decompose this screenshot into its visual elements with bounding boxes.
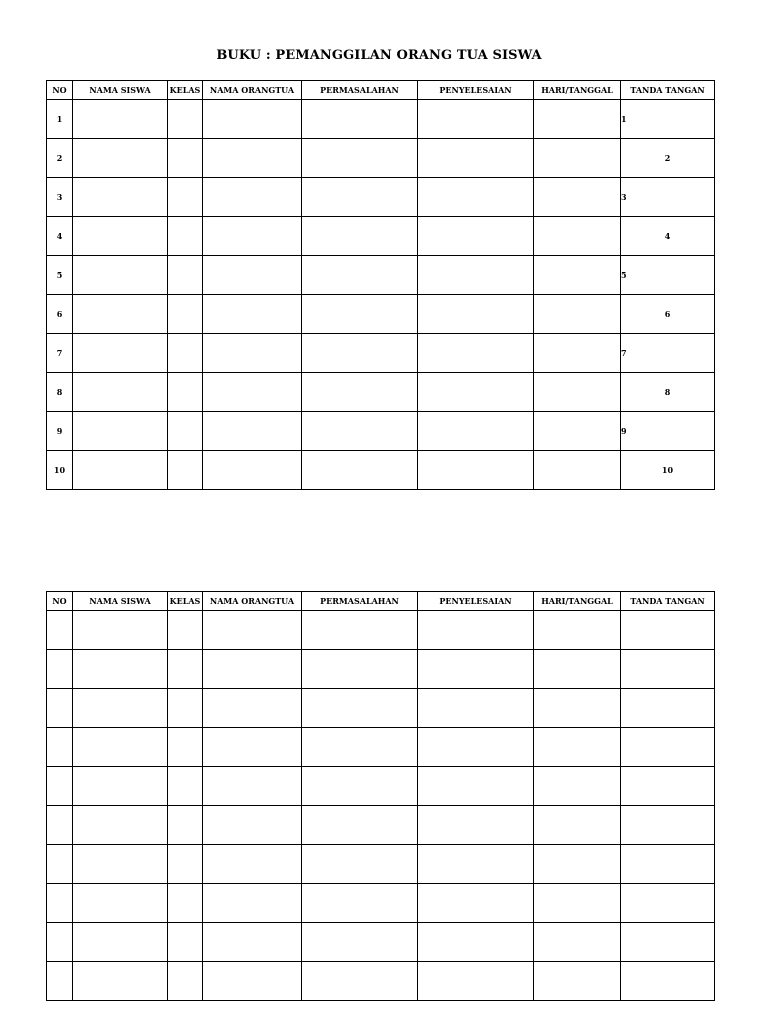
class-cell[interactable]	[168, 100, 203, 139]
table-row	[47, 650, 715, 689]
signature-cell[interactable]: 8	[621, 373, 715, 412]
signature-cell[interactable]: 4	[621, 217, 715, 256]
student-name-cell[interactable]	[73, 295, 168, 334]
resolution-cell[interactable]	[418, 139, 534, 178]
student-name-cell[interactable]	[73, 334, 168, 373]
class-cell[interactable]	[168, 412, 203, 451]
parent-name-cell[interactable]	[203, 334, 302, 373]
table-row	[47, 689, 715, 728]
student-name-cell[interactable]	[73, 884, 168, 923]
signature-cell[interactable]	[621, 962, 715, 1001]
row-number-cell: 2	[47, 139, 73, 178]
resolution-cell[interactable]	[418, 412, 534, 451]
table-row	[47, 923, 715, 962]
problem-cell[interactable]	[302, 884, 418, 923]
resolution-cell[interactable]	[418, 295, 534, 334]
row-number-cell	[47, 884, 73, 923]
student-name-cell[interactable]	[73, 962, 168, 1001]
resolution-cell[interactable]	[418, 178, 534, 217]
date-cell[interactable]	[534, 256, 621, 295]
resolution-cell[interactable]	[418, 689, 534, 728]
student-name-cell[interactable]	[73, 845, 168, 884]
header-parent-name: NAMA ORANGTUA	[203, 592, 302, 611]
parent-name-cell[interactable]	[203, 373, 302, 412]
header-resolution: PENYELESAIAN	[418, 81, 534, 100]
row-number-cell	[47, 962, 73, 1001]
signature-cell[interactable]: 2	[621, 139, 715, 178]
resolution-cell[interactable]	[418, 767, 534, 806]
resolution-cell[interactable]	[418, 845, 534, 884]
table-row	[47, 845, 715, 884]
row-number-cell	[47, 611, 73, 650]
resolution-cell[interactable]	[418, 256, 534, 295]
problem-cell[interactable]	[302, 728, 418, 767]
table-row	[47, 728, 715, 767]
problem-cell[interactable]	[302, 139, 418, 178]
parent-name-cell[interactable]	[203, 962, 302, 1001]
date-cell[interactable]	[534, 611, 621, 650]
student-name-cell[interactable]	[73, 611, 168, 650]
table-row	[47, 412, 715, 451]
table-row	[47, 962, 715, 1001]
class-cell[interactable]	[168, 139, 203, 178]
header-student-name: NAMA SISWA	[73, 592, 168, 611]
header-date: HARI/TANGGAL	[534, 81, 621, 100]
class-cell[interactable]	[168, 806, 203, 845]
row-number-cell: 8	[47, 373, 73, 412]
student-name-cell[interactable]	[73, 100, 168, 139]
student-name-cell[interactable]	[73, 256, 168, 295]
problem-cell[interactable]	[302, 217, 418, 256]
row-number-cell	[47, 650, 73, 689]
resolution-cell[interactable]	[418, 728, 534, 767]
signature-cell[interactable]	[621, 767, 715, 806]
parent-name-cell[interactable]	[203, 806, 302, 845]
student-name-cell[interactable]	[73, 373, 168, 412]
row-number-cell	[47, 689, 73, 728]
problem-cell[interactable]	[302, 923, 418, 962]
class-cell[interactable]	[168, 295, 203, 334]
class-cell[interactable]	[168, 962, 203, 1001]
problem-cell[interactable]	[302, 611, 418, 650]
parent-name-cell[interactable]	[203, 728, 302, 767]
header-signature: TANDA TANGAN	[621, 81, 715, 100]
date-cell[interactable]	[534, 178, 621, 217]
table-row	[47, 806, 715, 845]
class-cell[interactable]	[168, 689, 203, 728]
resolution-cell[interactable]	[418, 334, 534, 373]
student-name-cell[interactable]	[73, 728, 168, 767]
parent-call-table-2	[46, 591, 715, 1001]
problem-cell[interactable]	[302, 806, 418, 845]
signature-cell[interactable]	[621, 845, 715, 884]
row-number-cell: 10	[47, 451, 73, 490]
row-number-cell: 3	[47, 178, 73, 217]
row-number-cell: 1	[47, 100, 73, 139]
class-cell[interactable]	[168, 373, 203, 412]
resolution-cell[interactable]	[418, 806, 534, 845]
table-row	[47, 295, 715, 334]
row-number-cell: 4	[47, 217, 73, 256]
parent-name-cell[interactable]	[203, 100, 302, 139]
class-cell[interactable]	[168, 650, 203, 689]
student-name-cell[interactable]	[73, 806, 168, 845]
row-number-cell	[47, 728, 73, 767]
document-title: BUKU : PEMANGGILAN ORANG TUA SISWA	[216, 48, 542, 63]
table-row	[47, 767, 715, 806]
table-row	[47, 139, 715, 178]
signature-cell[interactable]: 3	[621, 178, 715, 217]
table-row	[47, 256, 715, 295]
date-cell[interactable]	[534, 295, 621, 334]
class-cell[interactable]	[168, 217, 203, 256]
problem-cell[interactable]	[302, 451, 418, 490]
problem-cell[interactable]	[302, 373, 418, 412]
date-cell[interactable]	[534, 451, 621, 490]
class-cell[interactable]	[168, 334, 203, 373]
row-number-cell	[47, 806, 73, 845]
signature-cell[interactable]: 9	[621, 412, 715, 451]
class-cell[interactable]	[168, 767, 203, 806]
resolution-cell[interactable]	[418, 611, 534, 650]
signature-cell[interactable]: 7	[621, 334, 715, 373]
parent-name-cell[interactable]	[203, 689, 302, 728]
resolution-cell[interactable]	[418, 884, 534, 923]
date-cell[interactable]	[534, 806, 621, 845]
student-name-cell[interactable]	[73, 650, 168, 689]
signature-cell[interactable]: 1	[621, 100, 715, 139]
class-cell[interactable]	[168, 728, 203, 767]
problem-cell[interactable]	[302, 962, 418, 1001]
resolution-cell[interactable]	[418, 650, 534, 689]
class-cell[interactable]	[168, 256, 203, 295]
header-problem: PERMASALAHAN	[302, 592, 418, 611]
table-header-row	[47, 592, 715, 611]
parent-name-cell[interactable]	[203, 295, 302, 334]
header-resolution: PENYELESAIAN	[418, 592, 534, 611]
parent-name-cell[interactable]	[203, 217, 302, 256]
row-number-cell	[47, 845, 73, 884]
parent-name-cell[interactable]	[203, 139, 302, 178]
table-header-row	[47, 81, 715, 100]
student-name-cell[interactable]	[73, 178, 168, 217]
date-cell[interactable]	[534, 845, 621, 884]
date-cell[interactable]	[534, 884, 621, 923]
header-class: KELAS	[168, 81, 203, 100]
student-name-cell[interactable]	[73, 412, 168, 451]
resolution-cell[interactable]	[418, 100, 534, 139]
student-name-cell[interactable]	[73, 923, 168, 962]
class-cell[interactable]	[168, 611, 203, 650]
student-name-cell[interactable]	[73, 217, 168, 256]
date-cell[interactable]	[534, 373, 621, 412]
parent-name-cell[interactable]	[203, 412, 302, 451]
table-row	[47, 217, 715, 256]
date-cell[interactable]	[534, 767, 621, 806]
resolution-cell[interactable]	[418, 962, 534, 1001]
student-name-cell[interactable]	[73, 139, 168, 178]
signature-cell[interactable]	[621, 611, 715, 650]
student-name-cell[interactable]	[73, 689, 168, 728]
row-number-cell: 9	[47, 412, 73, 451]
signature-cell[interactable]	[621, 884, 715, 923]
table-row	[47, 373, 715, 412]
signature-cell[interactable]	[621, 728, 715, 767]
parent-name-cell[interactable]	[203, 845, 302, 884]
resolution-cell[interactable]	[418, 217, 534, 256]
date-cell[interactable]	[534, 728, 621, 767]
row-number-cell	[47, 923, 73, 962]
header-class: KELAS	[168, 592, 203, 611]
table-row	[47, 178, 715, 217]
row-number-cell: 5	[47, 256, 73, 295]
date-cell[interactable]	[534, 100, 621, 139]
signature-cell[interactable]	[621, 689, 715, 728]
signature-cell[interactable]: 6	[621, 295, 715, 334]
class-cell[interactable]	[168, 178, 203, 217]
resolution-cell[interactable]	[418, 373, 534, 412]
table-row	[47, 100, 715, 139]
row-number-cell: 7	[47, 334, 73, 373]
parent-name-cell[interactable]	[203, 611, 302, 650]
date-cell[interactable]	[534, 923, 621, 962]
signature-cell[interactable]	[621, 650, 715, 689]
row-number-cell: 6	[47, 295, 73, 334]
problem-cell[interactable]	[302, 100, 418, 139]
parent-name-cell[interactable]	[203, 884, 302, 923]
student-name-cell[interactable]	[73, 451, 168, 490]
class-cell[interactable]	[168, 845, 203, 884]
header-student-name: NAMA SISWA	[73, 81, 168, 100]
signature-cell[interactable]	[621, 923, 715, 962]
date-cell[interactable]	[534, 962, 621, 1001]
table-row	[47, 611, 715, 650]
problem-cell[interactable]	[302, 412, 418, 451]
header-signature: TANDA TANGAN	[621, 592, 715, 611]
header-date: HARI/TANGGAL	[534, 592, 621, 611]
date-cell[interactable]	[534, 412, 621, 451]
student-name-cell[interactable]	[73, 767, 168, 806]
date-cell[interactable]	[534, 217, 621, 256]
problem-cell[interactable]	[302, 845, 418, 884]
parent-name-cell[interactable]	[203, 256, 302, 295]
header-parent-name: NAMA ORANGTUA	[203, 81, 302, 100]
header-no: NO	[47, 592, 73, 611]
date-cell[interactable]	[534, 139, 621, 178]
parent-name-cell[interactable]	[203, 923, 302, 962]
signature-cell[interactable]	[621, 806, 715, 845]
parent-name-cell[interactable]	[203, 451, 302, 490]
row-number-cell	[47, 767, 73, 806]
parent-call-table-1	[46, 80, 715, 490]
parent-name-cell[interactable]	[203, 767, 302, 806]
date-cell[interactable]	[534, 689, 621, 728]
table-row	[47, 334, 715, 373]
problem-cell[interactable]	[302, 178, 418, 217]
table-row	[47, 451, 715, 490]
parent-name-cell[interactable]	[203, 650, 302, 689]
problem-cell[interactable]	[302, 650, 418, 689]
class-cell[interactable]	[168, 884, 203, 923]
date-cell[interactable]	[534, 650, 621, 689]
header-no: NO	[47, 81, 73, 100]
class-cell[interactable]	[168, 923, 203, 962]
signature-cell[interactable]: 10	[621, 451, 715, 490]
problem-cell[interactable]	[302, 767, 418, 806]
table-row	[47, 884, 715, 923]
class-cell[interactable]	[168, 451, 203, 490]
parent-name-cell[interactable]	[203, 178, 302, 217]
resolution-cell[interactable]	[418, 451, 534, 490]
problem-cell[interactable]	[302, 295, 418, 334]
header-problem: PERMASALAHAN	[302, 81, 418, 100]
problem-cell[interactable]	[302, 689, 418, 728]
resolution-cell[interactable]	[418, 923, 534, 962]
date-cell[interactable]	[534, 334, 621, 373]
problem-cell[interactable]	[302, 334, 418, 373]
signature-cell[interactable]: 5	[621, 256, 715, 295]
problem-cell[interactable]	[302, 256, 418, 295]
